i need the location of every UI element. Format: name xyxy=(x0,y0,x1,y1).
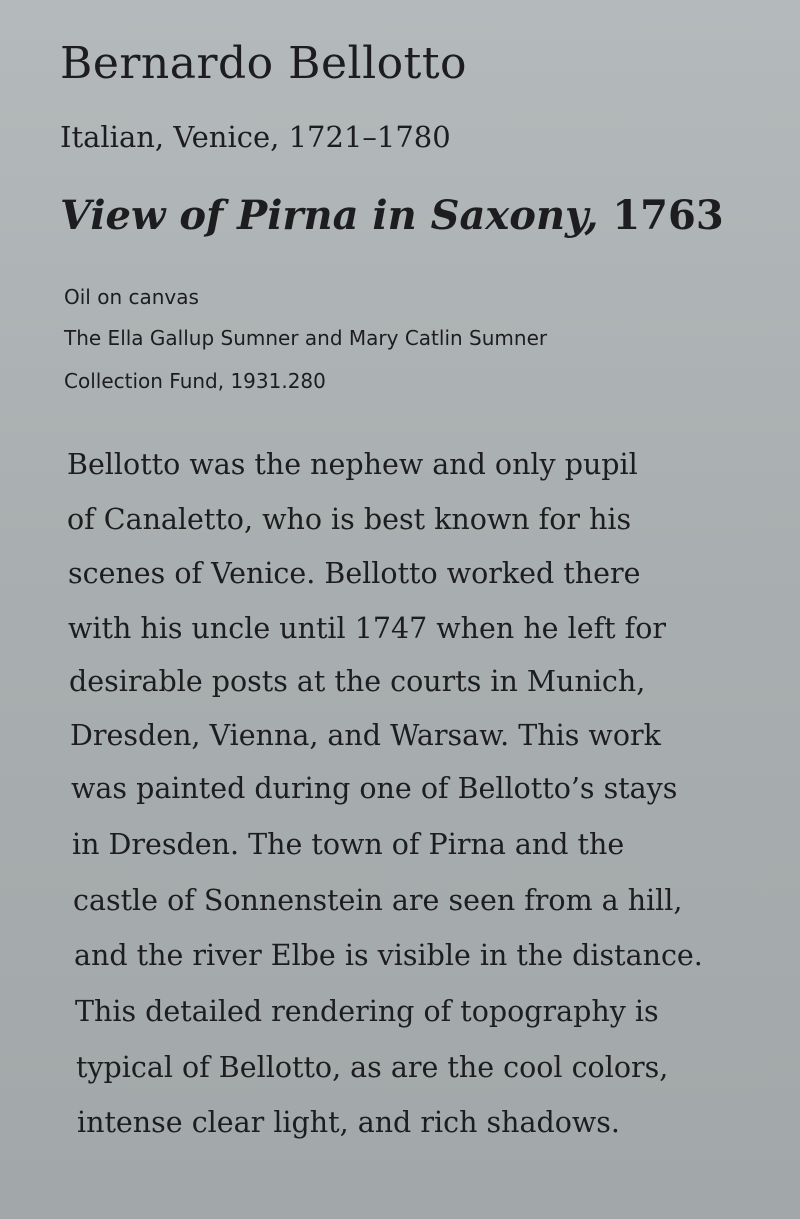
description-line: Bellotto was the nephew and only pupil xyxy=(67,448,638,481)
description-line: castle of Sonnenstein are seen from a hill, xyxy=(73,884,683,917)
artist-name: Bernardo Bellotto xyxy=(60,38,468,89)
description-line: This detailed rendering of topography is xyxy=(75,995,659,1028)
description-line: Dresden, Vienna, and Warsaw. This work xyxy=(70,719,661,752)
credit-line: Collection Fund, 1931.280 xyxy=(64,369,326,393)
description-line: and the river Elbe is visible in the distance. xyxy=(74,939,703,972)
artist-nationality-dates: Italian, Venice, 1721–1780 xyxy=(60,120,451,154)
artwork-title xyxy=(60,192,724,239)
description-line: typical of Bellotto, as are the cool colors, xyxy=(76,1051,669,1084)
description-line: scenes of Venice. Bellotto worked there xyxy=(68,557,641,590)
description-line: of Canaletto, who is best known for his xyxy=(67,503,632,536)
description-line: with his uncle until 1747 when he left for xyxy=(68,612,666,645)
description-line: intense clear light, and rich shadows. xyxy=(77,1106,620,1139)
description-line: in Dresden. The town of Pirna and the xyxy=(72,828,625,861)
description-line: desirable posts at the courts in Munich, xyxy=(69,665,646,698)
credit-line: The Ella Gallup Sumner and Mary Catlin Sumner xyxy=(64,326,548,350)
artwork-title-text: View of Pirna in Saxony, xyxy=(60,192,599,239)
description-line: was painted during one of Bellotto’s stays xyxy=(71,772,678,805)
artwork-medium: Oil on canvas xyxy=(64,285,199,309)
artwork-year: 1763 xyxy=(612,192,724,239)
